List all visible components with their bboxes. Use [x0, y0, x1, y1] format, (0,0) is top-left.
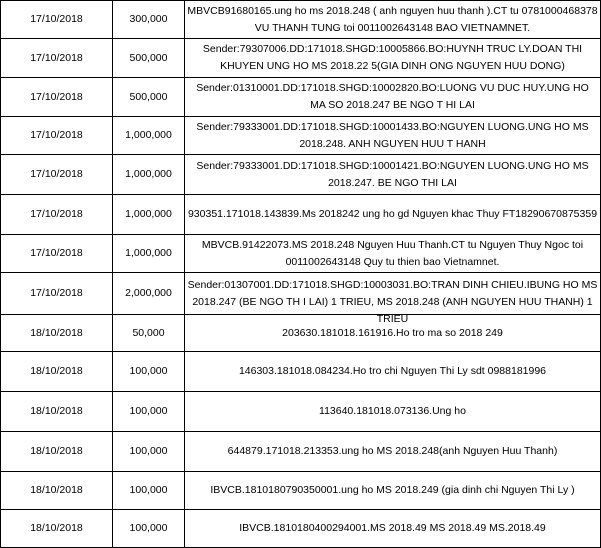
table-row — [1, 39, 601, 78]
date-cell: 18/10/2018 — [1, 510, 113, 548]
description-cell — [185, 432, 601, 472]
description-text: IBVCB.1810180400294001.MS 2018.49 MS 2018.49 MS.2018.49 — [239, 522, 546, 534]
description-text: 203630.181018.161916.Ho tro ma so 2018 249 — [282, 326, 503, 339]
date-cell: 17/10/2018 — [1, 78, 113, 117]
description-cell — [185, 510, 601, 548]
description-text: MBVCB.91422073.MS 2018.248 Nguyen Huu Thanh.CT tu Nguyen Thuy Ngoc toi 0011002643148 Quy tu thien bao Vietnamnet. — [201, 238, 584, 268]
description-text: 930351.171018.143839.Ms 2018242 ung ho gd Nguyen khac Thuy FT18290670875359 — [187, 208, 598, 220]
table-row — [1, 195, 601, 235]
date-cell: 17/10/2018 — [1, 117, 113, 155]
description-cell — [185, 78, 601, 117]
date-cell: 17/10/2018 — [1, 235, 113, 273]
amount-cell: 100,000 — [113, 510, 185, 548]
date-cell: 17/10/2018 — [1, 39, 113, 78]
amount-cell: 1,000,000 — [113, 235, 185, 273]
date-cell: 18/10/2018 — [1, 392, 113, 432]
table-row — [1, 315, 601, 352]
date-cell: 18/10/2018 — [1, 315, 113, 352]
date-cell: 17/10/2018 — [1, 195, 113, 235]
description-cell — [185, 1, 601, 39]
description-text: MBVCB91680165.ung ho ms 2018.248 ( anh nguyen huu thanh ).CT tu 0781000468378 VU THANH TUNG toi 0011002643148 BAO VIETNAMNET. — [187, 4, 598, 34]
description-text: 644879.171018.213353.ung ho MS 2018.248(anh Nguyen Huu Thanh) — [227, 445, 558, 457]
table-row — [1, 432, 601, 472]
description-text: Sender:01310001.DD:171018.SHGD:10002820.BO:LUONG VU DUC HUY.UNG HO MA SO 2018.247 BE NGO T HI LAI — [196, 82, 589, 111]
date-cell: 17/10/2018 — [1, 1, 113, 39]
date-cell: 18/10/2018 — [1, 432, 113, 472]
table-row — [1, 78, 601, 117]
table-row — [1, 155, 601, 195]
amount-cell: 100,000 — [113, 472, 185, 510]
amount-cell: 50,000 — [113, 315, 185, 352]
amount-cell: 1,000,000 — [113, 117, 185, 155]
table-row — [1, 352, 601, 392]
description-text: 113640.181018.073136.Ung ho — [319, 405, 466, 417]
description-text: IBVCB.1810180790350001.ung ho MS 2018.249 (gia dinh chi Nguyen Thi Ly ) — [210, 484, 575, 496]
amount-cell: 1,000,000 — [113, 195, 185, 235]
description-text: Sender:01307001.DD:171018.SHGD:10003031.BO:TRAN DINH CHIEU.IBUNG HO MS 2018.247 (BE NGO TH I LAI) 1 TRIEU, MS 2018.248 (ANH NGUYEN HUU THANH) 1 TRIEU — [187, 278, 598, 325]
date-cell: 17/10/2018 — [1, 155, 113, 195]
amount-cell: 2,000,000 — [113, 273, 185, 315]
description-cell — [185, 472, 601, 510]
amount-cell: 500,000 — [113, 39, 185, 78]
table-row — [1, 235, 601, 273]
description-text: Sender:79333001.DD:171018.SHGD:10001421.BO:NGUYEN LUONG.UNG HO MS 2018.247. BE NGO THI LAI — [196, 159, 589, 189]
date-cell: 18/10/2018 — [1, 472, 113, 510]
amount-cell: 300,000 — [113, 1, 185, 39]
description-text: 146303.181018.084234.Ho tro chi Nguyen Thi Ly sdt 0988181996 — [238, 365, 547, 377]
date-cell: 17/10/2018 — [1, 273, 113, 315]
description-cell — [185, 235, 601, 273]
description-cell — [185, 39, 601, 78]
amount-cell: 100,000 — [113, 432, 185, 472]
date-cell: 18/10/2018 — [1, 352, 113, 392]
amount-cell: 1,000,000 — [113, 155, 185, 195]
description-cell — [185, 195, 601, 235]
table-row — [1, 472, 601, 510]
description-cell — [185, 117, 601, 155]
description-text: Sender:79333001.DD:171018.SHGD:10001433.BO:NGUYEN LUONG.UNG HO MS 2018.248. ANH NGUYEN HUU T HANH — [196, 120, 589, 150]
table-row — [1, 510, 601, 548]
table-row — [1, 273, 601, 315]
description-cell — [185, 155, 601, 195]
amount-cell: 100,000 — [113, 392, 185, 432]
description-cell — [185, 352, 601, 392]
table-row — [1, 1, 601, 39]
description-cell — [185, 392, 601, 432]
description-text: Sender:79307006.DD:171018.SHGD:10005866.BO:HUYNH TRUC LY.DOAN THI KHUYEN UNG HO MS 2018.22 5(GIA DINH ONG NGUYEN HUU DONG) — [202, 43, 583, 72]
table-row — [1, 392, 601, 432]
table-row — [1, 117, 601, 155]
amount-cell: 500,000 — [113, 78, 185, 117]
amount-cell: 100,000 — [113, 352, 185, 392]
description-cell — [185, 273, 601, 325]
